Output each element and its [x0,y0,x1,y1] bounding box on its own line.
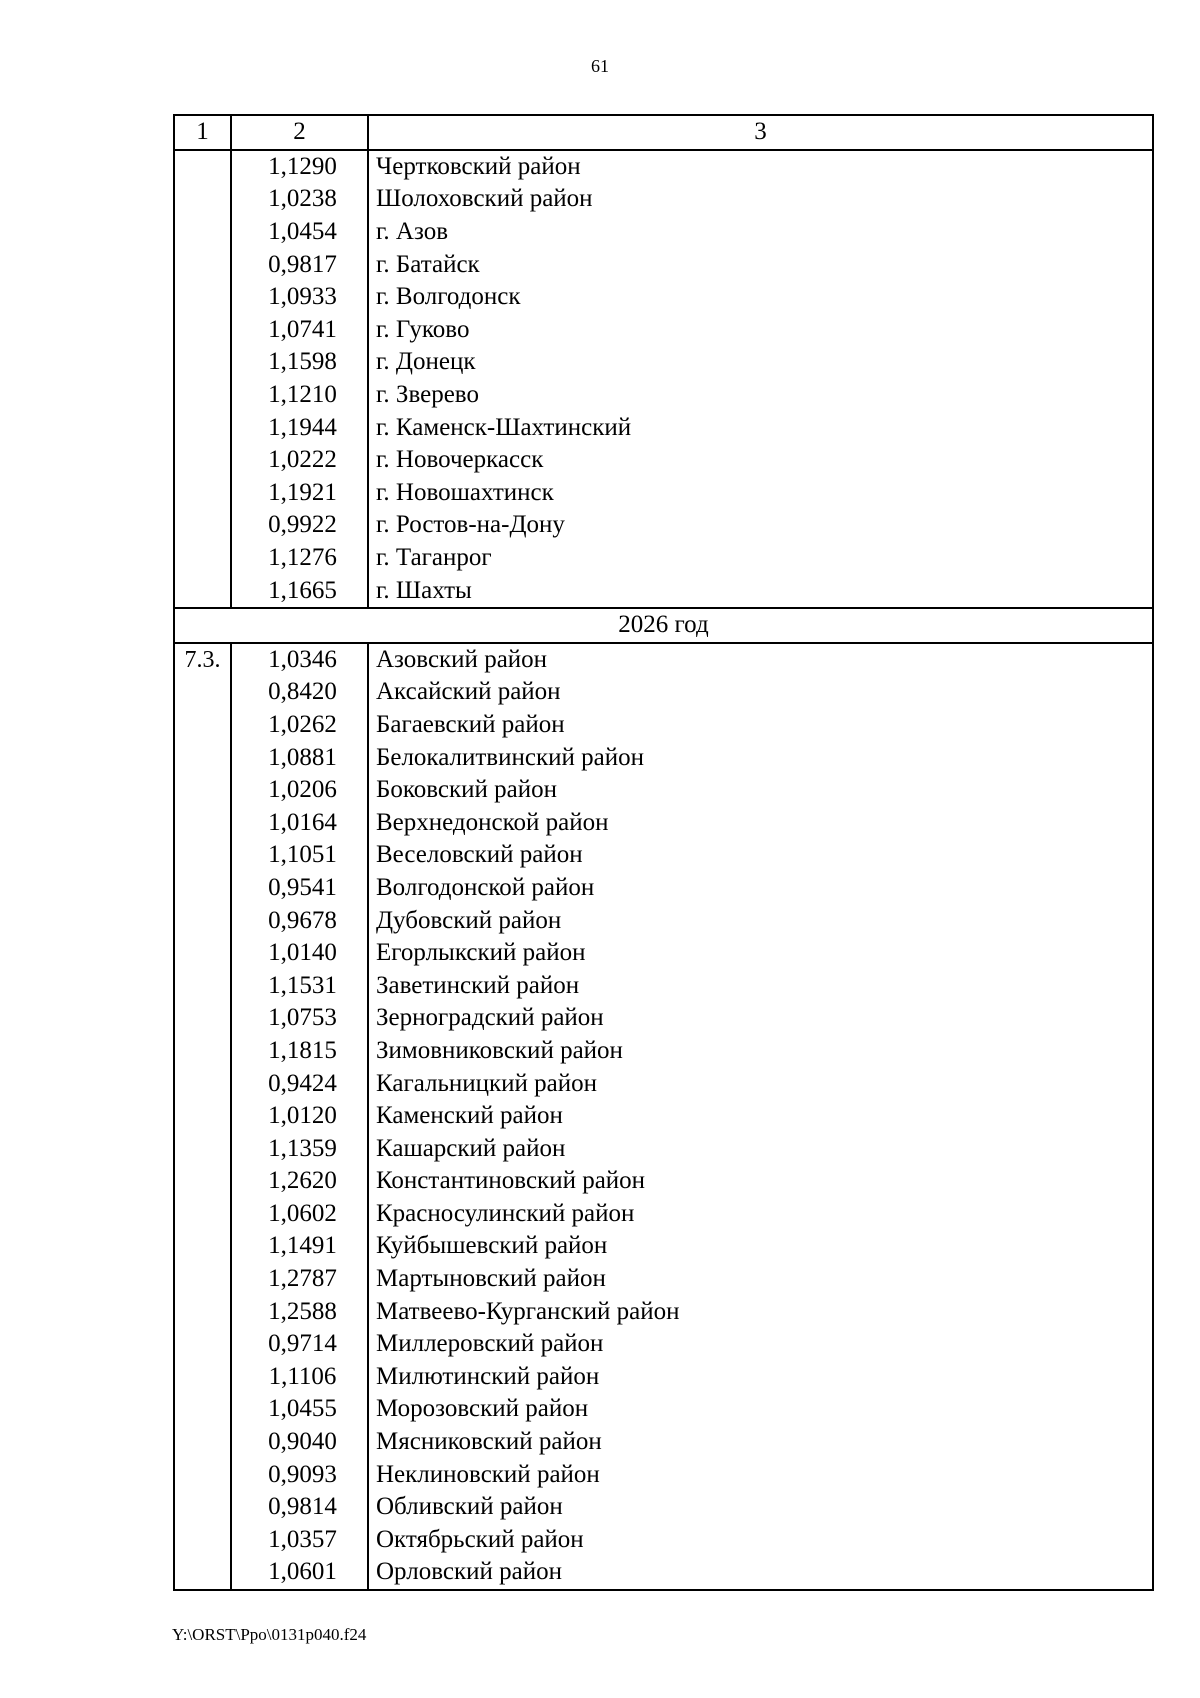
table-row [174,150,1153,184]
coefficient-value: 0,9714 [231,1328,368,1361]
row-number [174,1491,231,1524]
municipality-name: Веселовский район [368,839,1153,872]
table-row [174,904,1153,937]
table-row [174,1328,1153,1361]
municipality-name: Зерноградский район [368,1002,1153,1035]
table-row [174,411,1153,444]
table-row [174,806,1153,839]
table-row [174,281,1153,314]
municipality-name: Волгодонской район [368,872,1153,905]
row-number [174,444,231,477]
coefficient-value: 1,0262 [231,709,368,742]
municipality-name: г. Донецк [368,346,1153,379]
municipality-name: Кашарский район [368,1132,1153,1165]
coefficient-value: 1,1598 [231,346,368,379]
row-number [174,248,231,281]
header-col-3: 3 [368,115,1153,150]
row-number [174,574,231,608]
table-row [174,1491,1153,1524]
row-number [174,1198,231,1231]
municipality-name: г. Новочеркасск [368,444,1153,477]
table-row [174,1230,1153,1263]
row-number [174,1393,231,1426]
table-row [174,574,1153,608]
municipality-name: Неклиновский район [368,1458,1153,1491]
municipality-name: г. Шахты [368,574,1153,608]
table-row [174,1165,1153,1198]
coefficient-value: 1,0741 [231,314,368,347]
municipality-name: г. Каменск-Шахтинский [368,411,1153,444]
municipality-name: Кагальницкий район [368,1067,1153,1100]
row-number [174,379,231,412]
table-row [174,444,1153,477]
municipality-name: Милютинский район [368,1361,1153,1394]
coefficient-value: 1,2588 [231,1295,368,1328]
municipality-name: Белокалитвинский район [368,741,1153,774]
table-row [174,741,1153,774]
coefficient-value: 1,1106 [231,1361,368,1394]
year-heading: 2026 год [174,608,1153,643]
coefficient-value: 1,0881 [231,741,368,774]
coefficient-value: 1,0238 [231,183,368,216]
coefficients-table [173,114,1154,1591]
table-row [174,509,1153,542]
municipality-name: Константиновский район [368,1165,1153,1198]
table-row [174,314,1153,347]
coefficient-value: 0,9093 [231,1458,368,1491]
municipality-name: Егорлыкский район [368,937,1153,970]
coefficient-value: 1,0753 [231,1002,368,1035]
municipality-name: Морозовский район [368,1393,1153,1426]
coefficient-value: 1,1815 [231,1035,368,1068]
municipality-name: г. Батайск [368,248,1153,281]
coefficient-value: 1,1210 [231,379,368,412]
row-number [174,477,231,510]
coefficient-value: 1,0933 [231,281,368,314]
row-number [174,542,231,575]
municipality-name: Орловский район [368,1556,1153,1590]
coefficient-value: 1,1276 [231,542,368,575]
coefficient-value: 1,0206 [231,774,368,807]
row-number [174,183,231,216]
year-heading-row [174,608,1153,643]
row-number [174,676,231,709]
coefficient-value: 0,9424 [231,1067,368,1100]
municipality-name: Зимовниковский район [368,1035,1153,1068]
coefficient-value: 0,9814 [231,1491,368,1524]
municipality-name: Мартыновский район [368,1263,1153,1296]
table-row [174,1361,1153,1394]
header-col-2: 2 [231,115,368,150]
row-number [174,839,231,872]
coefficient-value: 1,2620 [231,1165,368,1198]
table-row [174,1132,1153,1165]
table-row [174,1198,1153,1231]
table-body [174,115,1153,1590]
table-row [174,1295,1153,1328]
municipality-name: Боковский район [368,774,1153,807]
municipality-name: Дубовский район [368,904,1153,937]
municipality-name: Каменский район [368,1100,1153,1133]
municipality-name: г. Волгодонск [368,281,1153,314]
row-number [174,1100,231,1133]
table-row [174,1458,1153,1491]
row-number [174,741,231,774]
table-row [174,1035,1153,1068]
municipality-name: Багаевский район [368,709,1153,742]
table-row [174,1426,1153,1459]
row-number [174,1230,231,1263]
table-row [174,872,1153,905]
table-row [174,643,1153,677]
table-header-row [174,115,1153,150]
row-number [174,969,231,1002]
municipality-name: Мясниковский район [368,1426,1153,1459]
municipality-name: г. Таганрог [368,542,1153,575]
coefficient-value: 1,0222 [231,444,368,477]
row-number [174,904,231,937]
coefficient-value: 0,9541 [231,872,368,905]
municipality-name: г. Зверево [368,379,1153,412]
coefficient-value: 0,9040 [231,1426,368,1459]
row-number [174,1067,231,1100]
table-row [174,248,1153,281]
municipality-name: Октябрьский район [368,1524,1153,1557]
row-number [174,937,231,970]
table-row [174,676,1153,709]
table-row [174,969,1153,1002]
row-number [174,1035,231,1068]
table-row [174,1524,1153,1557]
row-number [174,1295,231,1328]
municipality-name: Обливский район [368,1491,1153,1524]
municipality-name: Заветинский район [368,969,1153,1002]
table-row [174,937,1153,970]
coefficient-value: 1,1944 [231,411,368,444]
municipality-name: Азовский район [368,643,1153,677]
row-number [174,1165,231,1198]
coefficient-value: 0,8420 [231,676,368,709]
table-row [174,709,1153,742]
table-row [174,839,1153,872]
coefficient-value: 1,0602 [231,1198,368,1231]
municipality-name: г. Ростов-на-Дону [368,509,1153,542]
table-row [174,1556,1153,1590]
row-number [174,411,231,444]
row-number [174,281,231,314]
row-number [174,1132,231,1165]
footer-file-path: Y:\ORST\Ppo\0131p040.f24 [172,1625,367,1644]
coefficient-value: 1,0455 [231,1393,368,1426]
row-number [174,1458,231,1491]
coefficient-value: 1,0120 [231,1100,368,1133]
row-number [174,216,231,249]
row-number [174,150,231,184]
header-col-1: 1 [174,115,231,150]
row-number [174,1361,231,1394]
table-row [174,1002,1153,1035]
coefficient-value: 1,1921 [231,477,368,510]
coefficient-value: 1,0164 [231,806,368,839]
row-number [174,509,231,542]
coefficient-value: 1,0601 [231,1556,368,1590]
table-row [174,379,1153,412]
municipality-name: Чертковский район [368,150,1153,184]
municipality-name: Верхнедонской район [368,806,1153,839]
municipality-name: Матвеево-Курганский район [368,1295,1153,1328]
coefficient-value: 1,1665 [231,574,368,608]
municipality-name: Красносулинский район [368,1198,1153,1231]
row-number [174,774,231,807]
table-row [174,774,1153,807]
coefficient-value: 1,1051 [231,839,368,872]
municipality-name: Миллеровский район [368,1328,1153,1361]
coefficient-value: 1,1359 [231,1132,368,1165]
row-number [174,1556,231,1590]
table-row [174,1067,1153,1100]
table-row [174,346,1153,379]
table-row [174,1100,1153,1133]
coefficient-value: 0,9817 [231,248,368,281]
row-number [174,1328,231,1361]
coefficient-value: 0,9678 [231,904,368,937]
table-row [174,477,1153,510]
page-number: 61 [591,56,609,76]
coefficient-value: 1,0357 [231,1524,368,1557]
table-row [174,542,1153,575]
row-number [174,872,231,905]
municipality-name: Шолоховский район [368,183,1153,216]
table-row [174,1263,1153,1296]
municipality-name: г. Новошахтинск [368,477,1153,510]
row-number [174,1263,231,1296]
row-number [174,806,231,839]
row-number [174,709,231,742]
coefficient-value: 0,9922 [231,509,368,542]
municipality-name: Куйбышевский район [368,1230,1153,1263]
municipality-name: Аксайский район [368,676,1153,709]
row-number [174,1002,231,1035]
coefficient-value: 1,0346 [231,643,368,677]
table-row [174,1393,1153,1426]
coefficient-value: 1,1290 [231,150,368,184]
coefficient-value: 1,1491 [231,1230,368,1263]
coefficient-value: 1,1531 [231,969,368,1002]
coefficient-value: 1,0140 [231,937,368,970]
coefficient-value: 1,2787 [231,1263,368,1296]
table-row [174,183,1153,216]
row-number: 7.3. [174,643,231,677]
municipality-name: г. Азов [368,216,1153,249]
municipality-name: г. Гуково [368,314,1153,347]
row-number [174,1524,231,1557]
row-number [174,314,231,347]
row-number [174,1426,231,1459]
table-row [174,216,1153,249]
row-number [174,346,231,379]
coefficient-value: 1,0454 [231,216,368,249]
